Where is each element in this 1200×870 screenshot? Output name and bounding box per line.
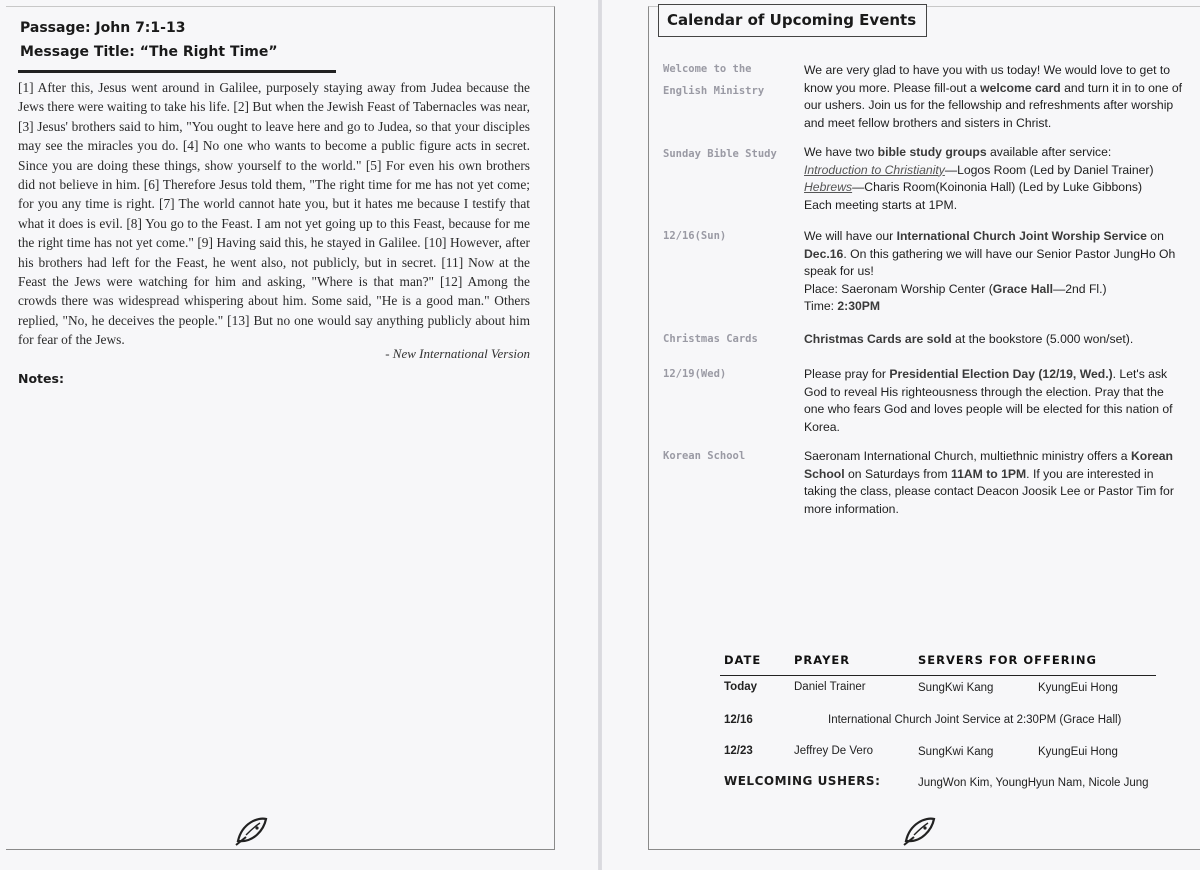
event-text-christmas-cards — [804, 331, 1186, 349]
event-highlight: Korean School — [804, 449, 1173, 481]
table-row-server: SungKwi Kang — [918, 746, 994, 758]
table-row-server: SungKwi Kang — [918, 682, 994, 694]
event-text-dec16 — [804, 228, 1186, 316]
table-header-servers: SERVERS FOR OFFERING — [918, 653, 1097, 667]
event-highlight: 11AM to 1PM — [951, 466, 1027, 481]
event-highlight: Grace Hall — [992, 281, 1054, 296]
event-text-korean-school — [804, 448, 1186, 518]
event-highlight: 2:30PM — [837, 299, 881, 314]
event-text-part: and turn it in to one of our ushers. Join us for the fellowship and refreshments after worship and meet fellow brothers and sisters in Christ. — [804, 80, 1183, 130]
message-title: Message Title: “The Right Time” — [20, 44, 278, 60]
fish-leaf-logo-icon — [900, 815, 940, 849]
event-label-bible-study: Sunday Bible Study — [663, 148, 777, 160]
event-text-part: Time: — [804, 299, 838, 314]
header-rule — [18, 70, 336, 73]
notes-label: Notes: — [18, 371, 64, 386]
event-text-part: on Saturdays from — [844, 466, 951, 481]
table-row-date: 12/16 — [724, 714, 753, 726]
table-row-server: KyungEui Hong — [1038, 746, 1118, 758]
left-page — [0, 0, 598, 870]
event-text-part: Each meeting starts at 1PM. — [804, 197, 958, 212]
event-text-part: . On this gathering we will have our Senior Pastor JungHo Oh speak for us! — [804, 246, 1176, 279]
table-header-prayer: PRAYER — [794, 653, 851, 667]
event-text-part: We will have our — [804, 229, 897, 243]
event-text-part: We have two — [804, 145, 878, 159]
table-row-prayer: Jeffrey De Vero — [794, 745, 874, 757]
table-row-server: KyungEui Hong — [1038, 682, 1118, 694]
table-row-date: Today — [724, 681, 758, 693]
table-row-note: International Church Joint Service at 2:30PM (Grace Hall) — [828, 714, 1122, 726]
right-page — [602, 0, 1200, 870]
event-highlight: bible study groups — [877, 145, 987, 159]
event-text-part: —2nd Fl.) — [1053, 281, 1107, 296]
event-highlight: welcome card — [980, 80, 1061, 95]
course-details: —Logos Room (Led by Daniel Trainer) — [944, 162, 1154, 177]
calendar-title: Calendar of Upcoming Events — [667, 11, 917, 29]
event-text-part: at the bookstore (5.000 won/set). — [951, 332, 1134, 346]
event-highlight: Dec.16 — [804, 246, 844, 261]
event-highlight: Presidential Election Day (12/19, Wed.) — [889, 367, 1113, 381]
passage-heading: Passage: John 7:1-13 — [20, 20, 186, 36]
bible-version: - New International Version — [385, 346, 530, 361]
event-text-part: Saeronam International Church, multiethnic ministry offers a — [804, 449, 1131, 463]
table-row-prayer: Daniel Trainer — [794, 681, 866, 693]
event-highlight: Christmas Cards are sold — [804, 332, 952, 346]
event-label-dec19: 12/19(Wed) — [663, 368, 727, 380]
event-text-part: available after service: — [986, 145, 1112, 159]
course-title-intro: Introduction to Christianity — [804, 162, 945, 177]
event-highlight: International Church Joint Worship Service — [896, 229, 1147, 243]
event-text-part: on — [1146, 229, 1164, 243]
scripture-text: [1] After this, Jesus went around in Galilee, purposely staying away from Judea because the Jews there were waiting to take his life. [2] But when the Jewish Feast of Tabernacles was near, [3] Jesus' brothers said to him, "You ought to leave here and go to Judea, so that your disciples may see the miracles you do. [4] No one who wants to become a public figure acts in secret. Since you are doing these things, show yourself to the world." [5] For even his own brothers did not believe in him. [6] Therefore Jesus told them, "The right time for me has not yet come; for you any time is right. [7] The world cannot hate you, but it hates me because I testify that what it does is evil. [8] You go to the Feast. I am not yet going up to this Feast, because for me the right time has not yet come." [9] Having said this, he stayed in Galilee. [10] However, after his brothers had left for the Feast, he went also, not publicly, but in secret. [11] Now at the Feast the Jews were watching for him and asking, "Where is that man?" [12] Among the crowds there was widespread whispering about him. Some said, "He is a good man." Others replied, "No, he deceives the people." [13] But no one would say anything publicly about him for fear of the Jews. — [18, 80, 530, 348]
course-title-hebrews: Hebrews — [804, 180, 853, 195]
fish-leaf-logo-icon — [232, 815, 272, 849]
event-text-part: . Let's ask God to reveal His righteousness through the election. Pray that the one who fears God and loves people will be elected for this nation of Korea. — [804, 367, 1173, 434]
event-label-line: English Ministry — [663, 85, 765, 97]
event-text-welcome — [804, 62, 1186, 132]
event-label-christmas-cards: Christmas Cards — [663, 333, 758, 345]
event-label-korean-school: Korean School — [663, 450, 746, 462]
event-label-dec16: 12/16(Sun) — [663, 230, 727, 242]
event-label-line: Welcome to the — [663, 63, 752, 75]
event-text-bible-study — [804, 144, 1186, 214]
table-row-date: 12/23 — [724, 745, 753, 757]
welcoming-ushers-names: JungWon Kim, YoungHyun Nam, Nicole Jung — [918, 777, 1149, 789]
table-rule — [720, 675, 1156, 676]
calendar-title-box — [658, 4, 927, 37]
welcoming-ushers-label: WELCOMING USHERS: — [724, 774, 881, 788]
event-label-welcome — [663, 58, 764, 102]
event-text-part: . If you are interested in taking the class, please contact Deacon Joosik Lee or Pastor Tim for more information. — [804, 466, 1174, 516]
event-text-dec19 — [804, 366, 1186, 436]
event-text-part: Place: Saeronam Worship Center ( — [804, 281, 993, 296]
event-text-part: We are very glad to have you with us today! We would love to get to know you more. Please fill-out a — [804, 63, 1171, 95]
event-text-part: Please pray for — [804, 367, 890, 381]
course-details: —Charis Room(Koinonia Hall) (Led by Luke Gibbons) — [852, 180, 1143, 195]
table-header-date: DATE — [724, 653, 762, 667]
